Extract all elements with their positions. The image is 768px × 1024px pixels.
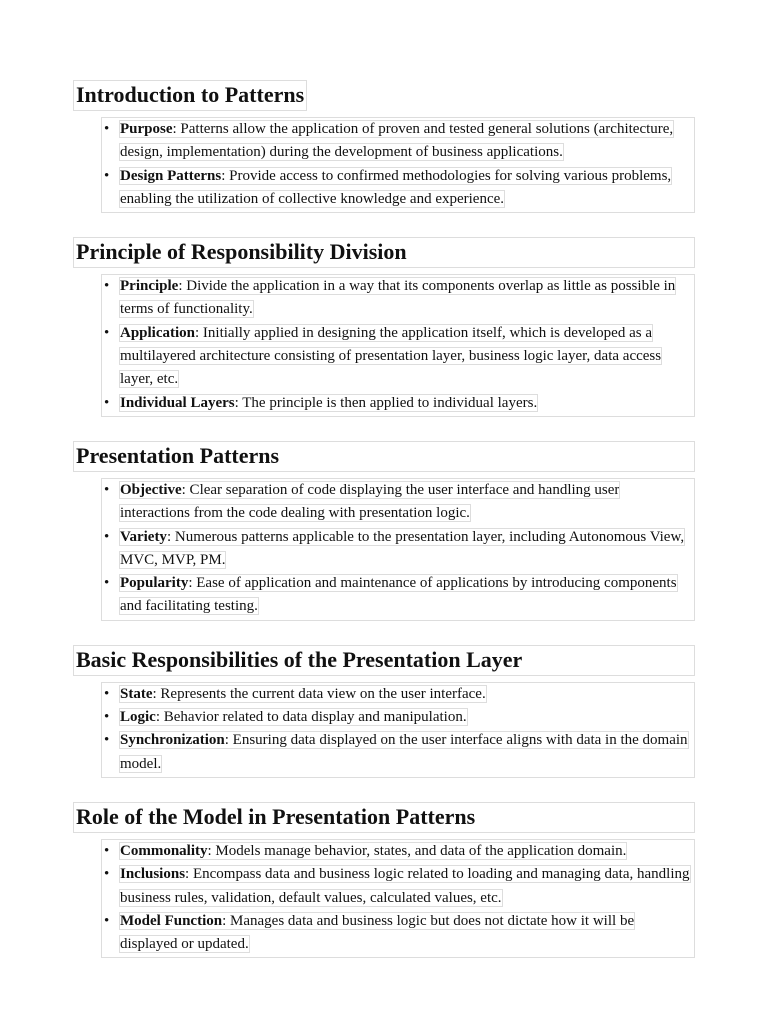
item-term: Logic — [120, 709, 156, 726]
section-heading: Principle of Responsibility Division — [73, 237, 695, 268]
item-text: : Manages data and business logic but does not dictate how it will be displayed or updated. — [120, 912, 635, 953]
item-term: Model Function — [120, 912, 223, 929]
item-term: Commonality — [120, 842, 208, 859]
item-text: : Ease of application and maintenance of applications by introducing components and facilitating testing. — [120, 575, 677, 615]
bullet-list — [102, 118, 692, 211]
bullet-list — [102, 479, 692, 619]
list-item — [102, 572, 692, 619]
list-item — [102, 526, 692, 573]
bullet-list-box — [101, 274, 695, 417]
section-basic-responsibilities — [73, 645, 695, 778]
item-text: : Behavior related to data display and manipulation. — [155, 709, 467, 726]
bullet-list-box — [101, 117, 695, 213]
item-text: : Initially applied in designing the application itself, which is developed as a multilayered architecture consisting of presentation layer, business logic layer, data access layer, etc. — [120, 324, 662, 388]
item-term: Variety — [120, 528, 167, 545]
section-heading: Introduction to Patterns — [73, 80, 307, 111]
bullet-list — [102, 683, 692, 776]
section-heading: Basic Responsibilities of the Presentation Layer — [73, 645, 695, 676]
item-text: : Numerous patterns applicable to the presentation layer, including Autonomous View, MVC, MVP, PM. — [120, 528, 685, 568]
list-item — [102, 729, 692, 776]
item-text: : Encompass data and business logic related to loading and managing data, handling business rules, validation, default values, calculated values, etc. — [120, 866, 690, 906]
bullet-list-box — [101, 478, 695, 621]
list-item — [102, 910, 692, 957]
item-text: : Provide access to confirmed methodologies for solving various problems, enabling the utilization of collective knowledge and experience. — [120, 167, 672, 207]
item-term: Inclusions — [120, 866, 186, 883]
item-text: : Models manage behavior, states, and data of the application domain. — [207, 842, 627, 859]
list-item — [102, 479, 692, 526]
item-text: : The principle is then applied to individual layers. — [234, 394, 538, 411]
section-role-of-the-model — [73, 802, 695, 958]
list-item — [102, 275, 692, 322]
list-item — [102, 118, 692, 165]
list-item — [102, 706, 692, 729]
item-text: : Clear separation of code displaying the user interface and handling user interactions from the code dealing with presentation logic. — [120, 481, 620, 522]
item-term: Principle — [120, 278, 179, 295]
list-item — [102, 392, 692, 415]
item-term: Purpose — [120, 121, 173, 137]
section-heading: Role of the Model in Presentation Patterns — [73, 802, 695, 833]
item-text: : Ensuring data displayed on the user interface aligns with data in the domain model. — [120, 732, 688, 772]
list-item — [102, 683, 692, 706]
item-term: Design Patterns — [120, 167, 222, 184]
item-term: Application — [120, 324, 196, 341]
item-text: : Represents the current data view on the user interface. — [152, 685, 486, 702]
item-text: : Patterns allow the application of proven and tested general solutions (architecture, design, implementation) during the development of business applications. — [120, 121, 674, 161]
bullet-list-box — [101, 682, 695, 778]
list-item — [102, 322, 692, 392]
item-term: Synchronization — [120, 732, 225, 749]
section-heading: Presentation Patterns — [73, 441, 695, 472]
section-presentation-patterns — [73, 441, 695, 621]
bullet-list — [102, 840, 692, 956]
bullet-list — [102, 275, 692, 415]
bullet-list-box — [101, 839, 695, 958]
list-item — [102, 840, 692, 863]
list-item — [102, 165, 692, 212]
item-term: State — [120, 685, 153, 702]
section-introduction-to-patterns — [73, 80, 695, 213]
list-item — [102, 863, 692, 910]
item-term: Objective — [120, 481, 182, 498]
item-term: Popularity — [120, 575, 189, 592]
item-term: Individual Layers — [120, 394, 235, 411]
item-text: : Divide the application in a way that its components overlap as little as possible in terms of functionality. — [120, 278, 676, 318]
section-principle-of-responsibility-division — [73, 237, 695, 417]
document-page — [73, 80, 695, 982]
